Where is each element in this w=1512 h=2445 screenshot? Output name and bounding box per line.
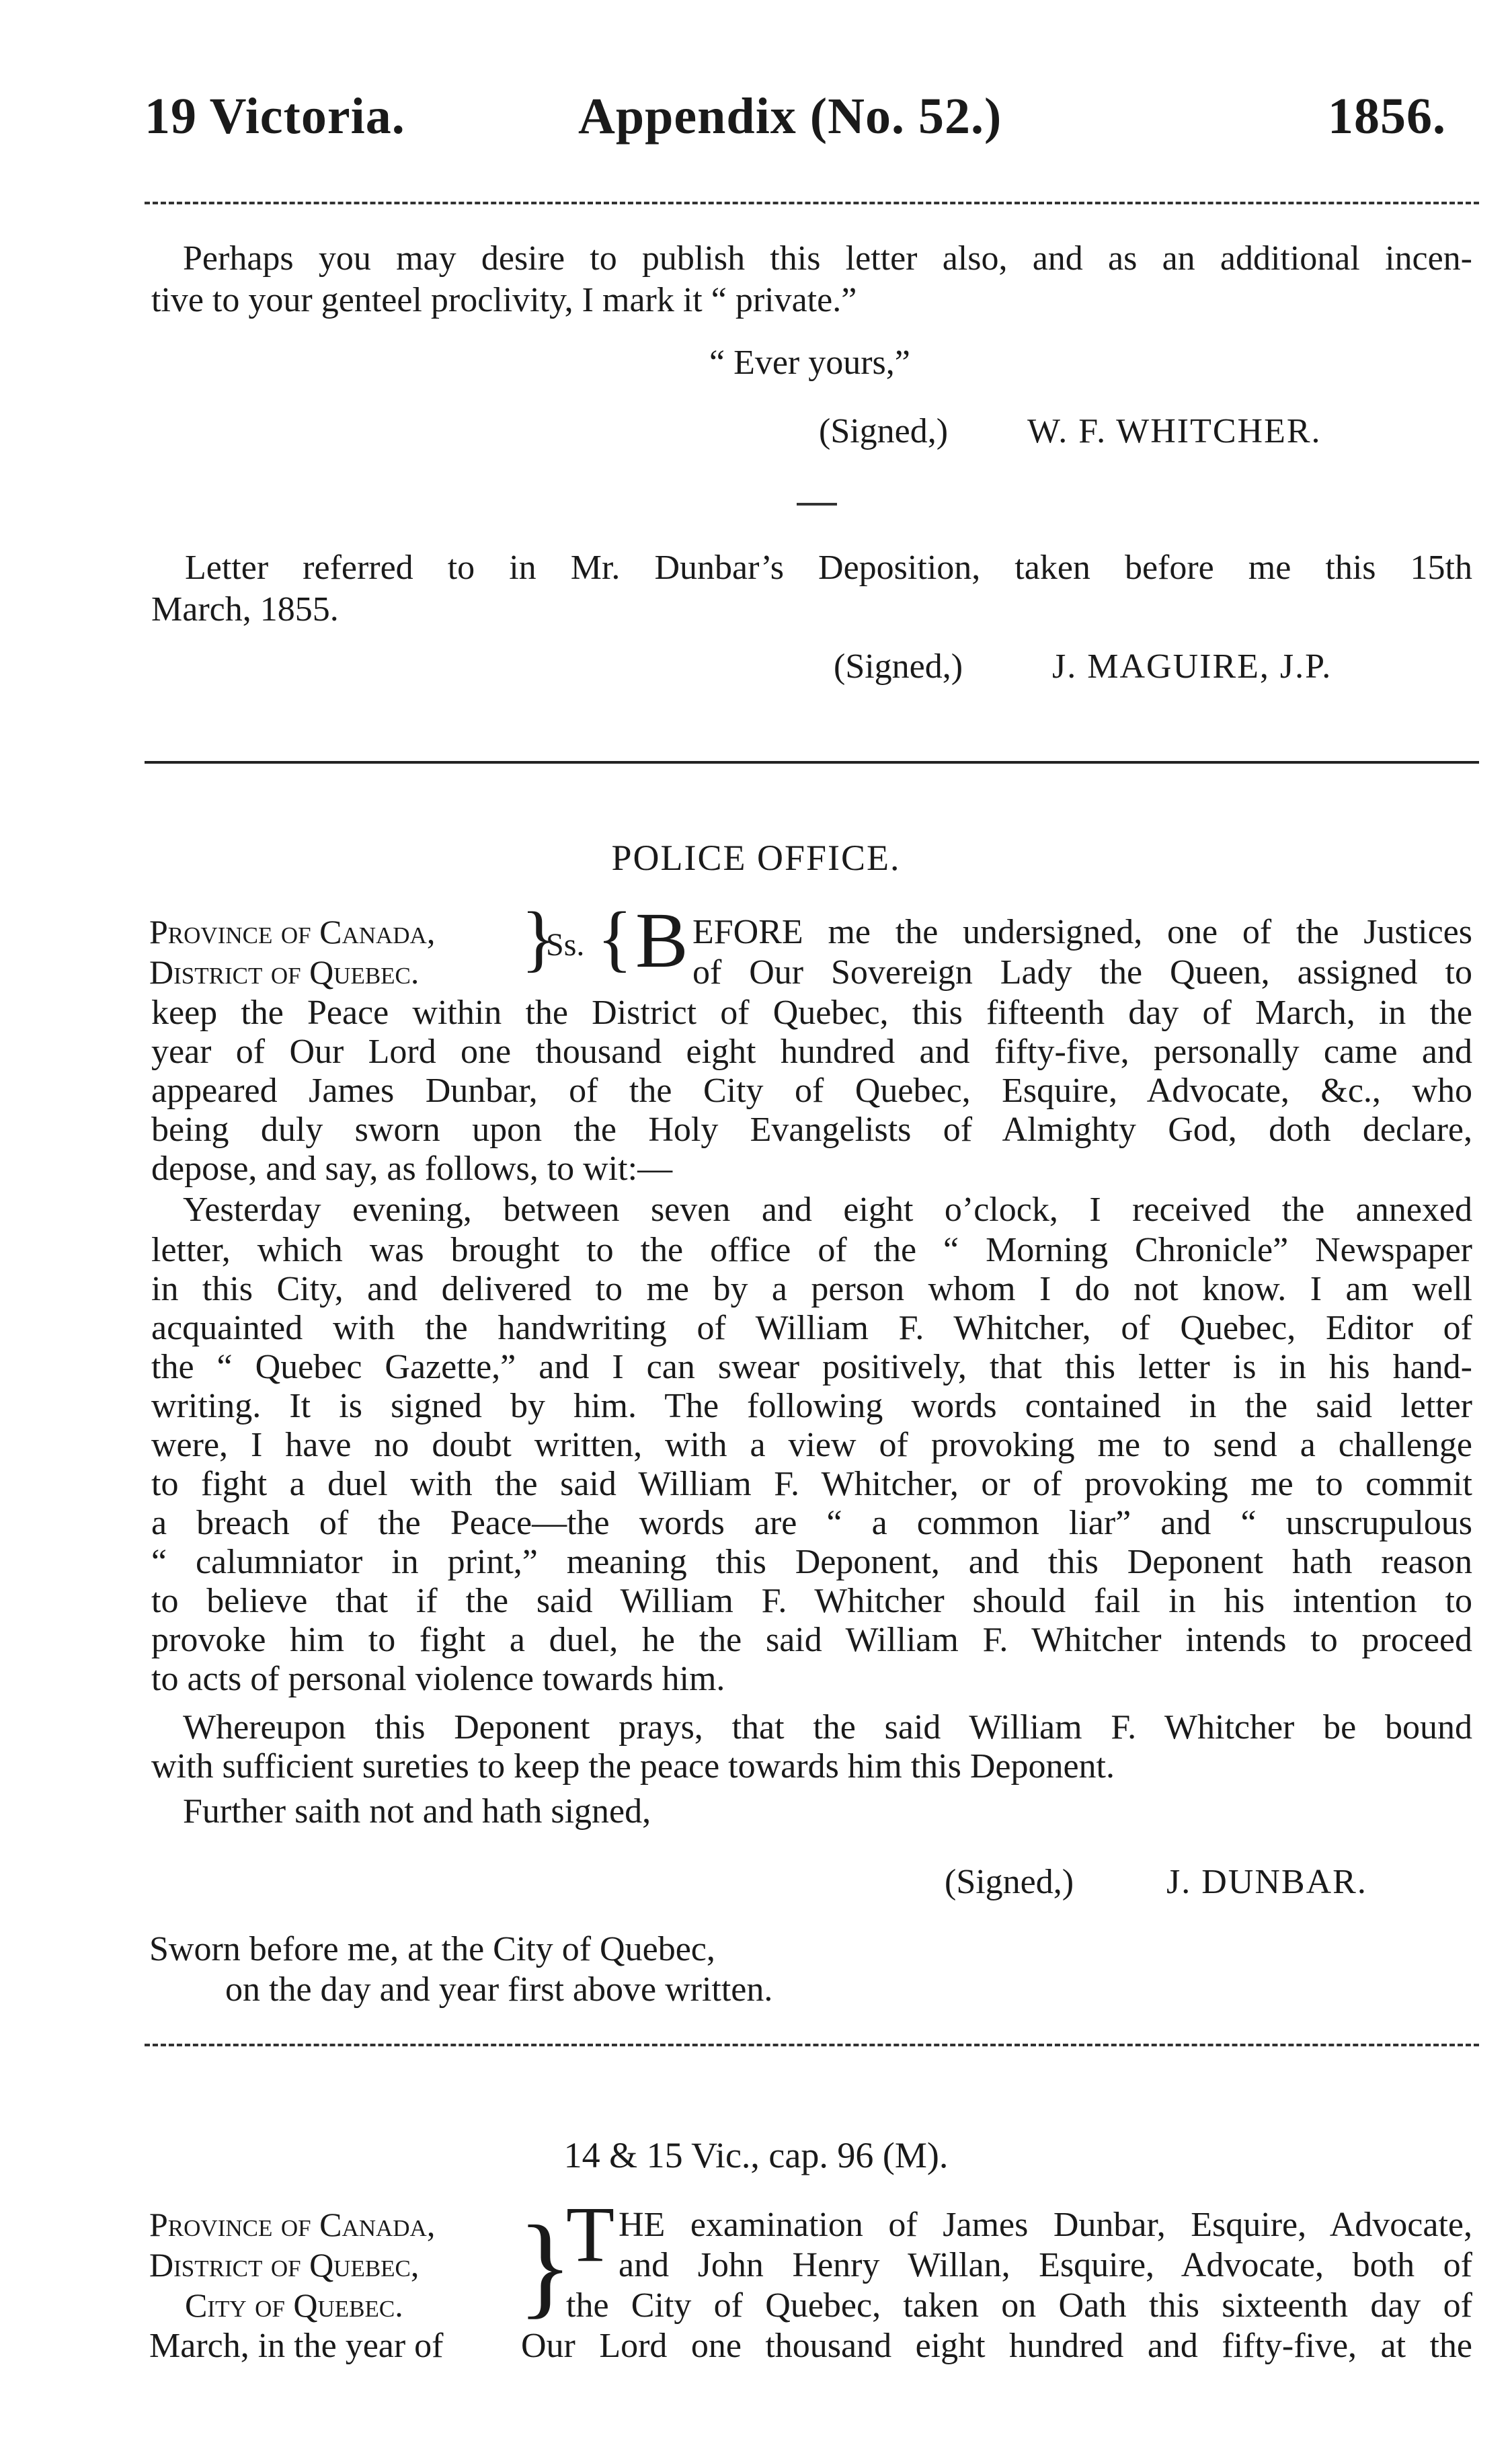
police-body-line-2: of Our Sovereign Lady the Queen, assigned to — [692, 953, 1472, 992]
statute-line-1: HE examination of James Dunbar, Esquire, Advocate, — [619, 2206, 1472, 2244]
para2-line-6: writing. It is signed by him. The following words contained in the said letter — [151, 1387, 1472, 1425]
sworn-line-2: on the day and year first above written. — [225, 1970, 773, 2009]
para2-line-10: “ calumniator in print,” meaning this Deponent, and this Deponent hath reason — [151, 1543, 1472, 1581]
statute-line-2: and John Henry Willan, Esquire, Advocate, both of — [619, 2246, 1472, 2284]
referral-line-1: Letter referred to in Mr. Dunbar’s Deposition, taken before me this 15th — [185, 549, 1472, 587]
para2-line-13: to acts of personal violence towards him. — [151, 1660, 725, 1698]
para2-line-2: letter, which was brought to the office of the “ Morning Chronicle” Newspaper — [151, 1231, 1472, 1269]
referral-line-2: March, 1855. — [151, 590, 339, 629]
police-body-line-3: keep the Peace within the District of Quebec, this fifteenth day of March, in the — [151, 994, 1472, 1032]
para2-line-9: a breach of the Peace—the words are “ a common liar” and “ unscrupulous — [151, 1504, 1472, 1542]
police-signed-label: (Signed,) — [945, 1863, 1074, 1901]
statute-jurisdiction-1: Province of Canada, — [149, 2206, 436, 2243]
brace-right: { — [597, 897, 633, 979]
separator-dash — [797, 503, 837, 506]
para2-line-3: in this City, and delivered to me by a person whom I do not know. I am well — [151, 1270, 1472, 1308]
para2-line-11: to believe that if the said William F. Whitcher should fail in his intention to — [151, 1582, 1472, 1620]
sworn-line-1: Sworn before me, at the City of Quebec, — [149, 1930, 715, 1968]
police-body-line-7: depose, and say, as follows, to wit:— — [151, 1150, 673, 1188]
statute-line-4-right: Our Lord one thousand eight hundred and fifty-five, at the — [521, 2327, 1472, 2365]
para3-line-1: Whereupon this Deponent prays, that the said William F. Whitcher be bound — [183, 1708, 1472, 1747]
section-rule-2 — [145, 2044, 1479, 2046]
para2-line-7: were, I have no doubt written, with a view of provoking me to send a challenge — [151, 1426, 1472, 1464]
police-jurisdiction-2: District of Quebec. — [149, 953, 420, 991]
header-rule — [145, 202, 1479, 204]
statute-line-3: the City of Quebec, taken on Oath this sixteenth day of — [566, 2286, 1472, 2325]
para2-line-1: Yesterday evening, between seven and eight o’clock, I received the annexed — [183, 1191, 1472, 1229]
statute-brace: } — [518, 2202, 573, 2329]
police-body-line-4: year of Our Lord one thousand eight hundred and fifty-five, personally came and — [151, 1033, 1472, 1071]
brace-left: } — [521, 897, 557, 979]
statute-jurisdiction-3: City of Quebec. — [185, 2286, 403, 2324]
police-dropcap: B — [635, 896, 688, 984]
letter-signatory: W. F. WHITCHER. — [1027, 412, 1322, 450]
letter-line-2: tive to your genteel proclivity, I mark it “ private.” — [151, 281, 857, 319]
statute-jurisdiction-2: District of Quebec, — [149, 2246, 420, 2284]
police-heading: POLICE OFFICE. — [611, 838, 901, 878]
statute-dropcap: T — [566, 2190, 615, 2278]
police-body-line-6: being duly sworn upon the Holy Evangelists of Almighty God, doth declare, — [151, 1111, 1472, 1149]
section-rule-1 — [145, 761, 1479, 764]
referral-signed-label: (Signed,) — [834, 647, 963, 686]
statute-heading: 14 & 15 Vic., cap. 96 (M). — [563, 2135, 949, 2175]
para3-line-2: with sufficient sureties to keep the peace towards him this Deponent. — [151, 1747, 1115, 1786]
police-body-line-1: EFORE me the undersigned, one of the Justices — [692, 913, 1472, 951]
police-jurisdiction-1: Province of Canada, — [149, 913, 436, 951]
header-appendix: Appendix (No. 52.) — [578, 88, 1002, 145]
statute-line-4-left: March, in the year of — [149, 2327, 444, 2365]
para4: Further saith not and hath signed, — [183, 1792, 651, 1831]
letter-closing: “ Ever yours,” — [709, 344, 910, 382]
letter-line-1: Perhaps you may desire to publish this letter also, and as an additional incen- — [183, 239, 1472, 278]
para2-line-5: the “ Quebec Gazette,” and I can swear positively, that this letter is in his hand- — [151, 1348, 1472, 1386]
para2-line-8: to fight a duel with the said William F. Whitcher, or of provoking me to commit — [151, 1465, 1472, 1503]
letter-signed-label: (Signed,) — [819, 412, 949, 450]
header-year: 1856. — [1328, 88, 1446, 145]
police-signatory: J. DUNBAR. — [1166, 1863, 1367, 1901]
referral-signatory: J. MAGUIRE, J.P. — [1052, 647, 1332, 686]
header-volume: 19 Victoria. — [145, 88, 405, 145]
para2-line-4: acquainted with the handwriting of William F. Whitcher, of Quebec, Editor of — [151, 1309, 1472, 1347]
police-ss: Ss. — [546, 927, 585, 963]
para2-line-12: provoke him to fight a duel, he the said William F. Whitcher intends to proceed — [151, 1621, 1472, 1659]
police-body-line-5: appeared James Dunbar, of the City of Quebec, Esquire, Advocate, &c., who — [151, 1072, 1472, 1110]
